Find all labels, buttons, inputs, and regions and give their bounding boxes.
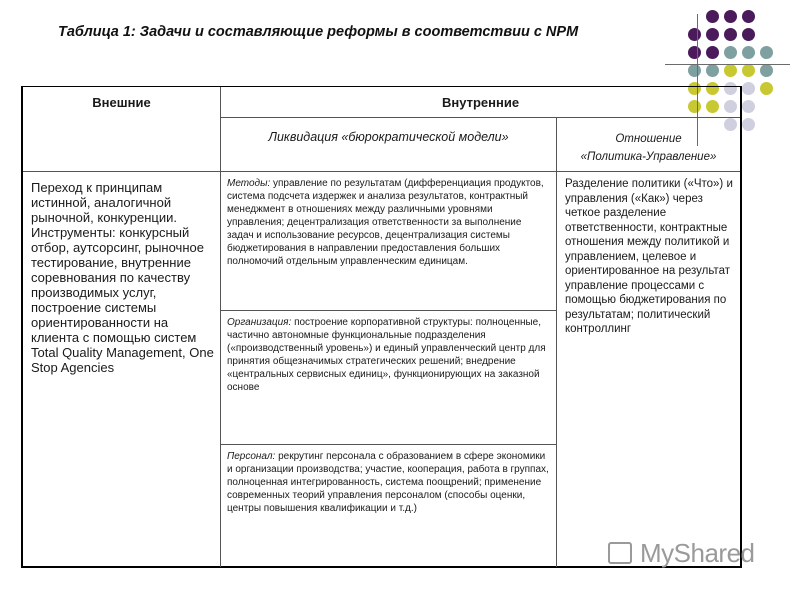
methods-cell (221, 171, 557, 311)
dot (742, 10, 755, 23)
subheader-relation (557, 117, 740, 171)
decorative-horizontal-line (665, 64, 790, 65)
dot (706, 10, 719, 23)
external-text: Переход к принципам истинной, аналогичной рыночной, конкуренции. Инструменты: конкурсный отбор, аутсорсинг, рыночное тестирование, внутренние соревнования по качеству производимых услуг, построение системы ориентированности на клиента с помощью систем Total Quality Management, One Stop Agencies (23, 171, 221, 567)
header-internal: Внутренние (441, 95, 520, 110)
dot (688, 28, 701, 41)
dot (706, 28, 719, 41)
dot (742, 100, 755, 113)
subheader-liquidation: Ликвидация «бюрократической модели» (221, 117, 557, 171)
dot (706, 64, 719, 77)
dot (742, 28, 755, 41)
organization-text: построение корпоративной структуры: полноценные, частично автономные функциональные подразделения («производственный уровень») и единый управленческий центр для принятия общезначимых стратегических решений; внедрение «центральных сервисных единиц», функционирующих на заказной основе (227, 317, 546, 393)
page-title: Таблица 1: Задачи и составляющие реформы в соответствии с NPM (58, 24, 579, 40)
methods-label: Методы: (227, 178, 271, 189)
organization-cell (221, 311, 557, 445)
dot (742, 82, 755, 95)
dot (760, 82, 773, 95)
watermark-logo: MyShared (640, 538, 755, 568)
subheader-relation-line1: Отношение (615, 133, 682, 145)
dot (724, 28, 737, 41)
dot (724, 10, 737, 23)
subheader-relation-line2: «Политика-Управление» (580, 151, 717, 163)
dot (724, 46, 737, 59)
organization-label: Организация: (227, 317, 292, 328)
dot (724, 64, 737, 77)
personnel-text: рекрутинг персонала с образованием в сфере экономики и организации производства; участие, кооперация, работа в группах, полноценная интегрированность, система поощрений; применение современных теорий управления персоналом (способы оценки, центры повышения квалификации и т.д.) (227, 451, 549, 514)
dot (742, 118, 755, 131)
npm-table (21, 86, 742, 568)
personnel-label: Персонал: (227, 451, 276, 462)
dot (760, 64, 773, 77)
header-external: Внешние (23, 87, 221, 172)
watermark-icon (608, 542, 632, 564)
personnel-cell (221, 445, 557, 567)
dot (688, 64, 701, 77)
dot (688, 46, 701, 59)
relation-text: Разделение политики («Что») и управления («Как») через четкое разделение ответственности, контрактные отношения между политикой и управлением, целевое и ориентированное на результат управление процессами с помощью бюджетирования по результатам; политический контроллинг (557, 171, 740, 567)
dot (760, 46, 773, 59)
dot (742, 64, 755, 77)
dot (742, 46, 755, 59)
dot (706, 46, 719, 59)
methods-text: управление по результатам (дифференциация продуктов, система подсчета издержек и анализа результатов, контрактный менеджмент в отношениях между различными уровнями управления; децентрализация ответственности за выполнение задач и использование ресурсов, децентрализация системы бюджетирования в направлении предоставления больших полномочий отдельным управленческим единицам. (227, 178, 544, 267)
